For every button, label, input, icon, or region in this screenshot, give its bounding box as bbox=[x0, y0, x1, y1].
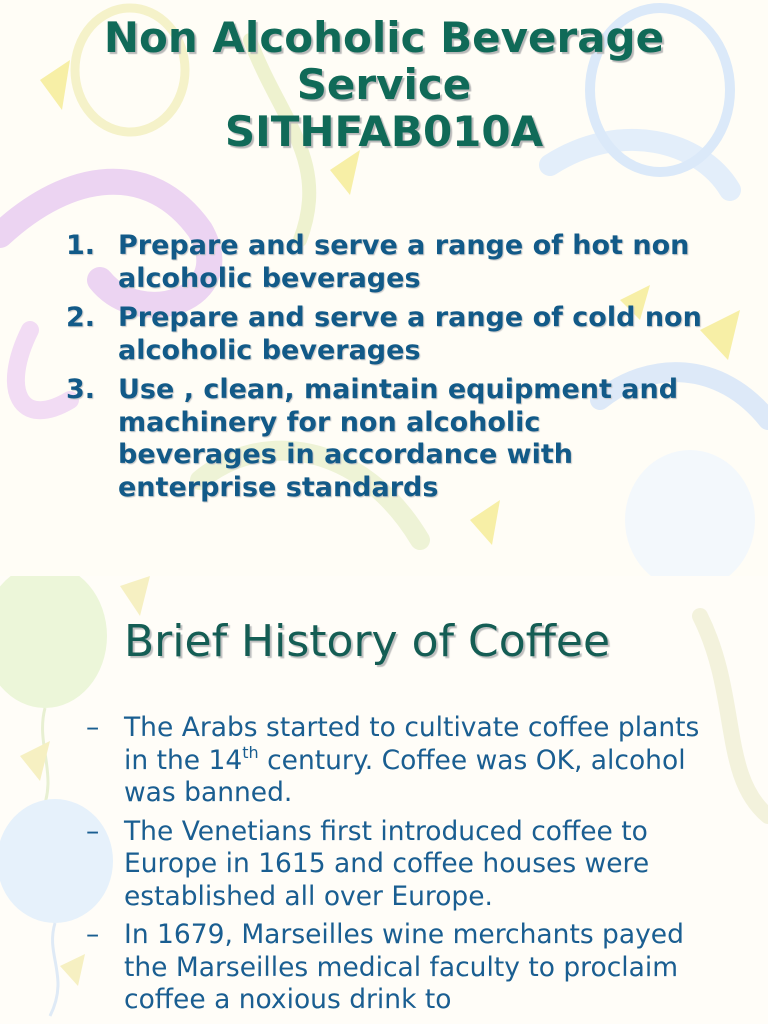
history-text: The Arabs started to cultivate coffee plants in the 14th century. Coffee was OK, alcohol was banned. bbox=[124, 712, 700, 808]
slide-2 bbox=[0, 576, 768, 1024]
objective-text: Prepare and serve a range of hot non alcoholic beverages bbox=[118, 230, 690, 294]
history-point bbox=[86, 712, 706, 810]
slide-1-title bbox=[0, 14, 768, 155]
objective-item bbox=[66, 374, 706, 504]
slide-2-title: Brief History of Coffee bbox=[124, 616, 611, 667]
objective-number: 1. bbox=[66, 230, 96, 261]
dash-bullet: – bbox=[86, 919, 100, 950]
dash-bullet: – bbox=[86, 815, 100, 847]
objective-item bbox=[66, 302, 706, 367]
title-line-2: Service bbox=[296, 60, 472, 109]
coffee-history-list bbox=[86, 712, 706, 1023]
title-line-1: Non Alcoholic Beverage bbox=[103, 13, 665, 62]
history-text: In 1679, Marseilles wine merchants payed the Marseilles medical faculty to proclaim coffee a noxious drink to bbox=[124, 919, 684, 1015]
history-text: The Venetians first introduced coffee to Europe in 1615 and coffee houses were established all over Europe. bbox=[124, 815, 650, 912]
history-point bbox=[86, 816, 706, 914]
objective-item bbox=[66, 230, 706, 295]
dash-bullet: – bbox=[86, 712, 100, 743]
objective-number: 3. bbox=[66, 374, 96, 405]
objectives-list bbox=[66, 230, 706, 511]
title-line-3: SITHFAB010A bbox=[224, 107, 544, 156]
history-point bbox=[86, 919, 706, 1017]
objective-text: Use , clean, maintain equipment and machinery for non alcoholic beverages in accordance with enterprise standards bbox=[118, 374, 679, 503]
objective-text: Prepare and serve a range of cold non alcoholic beverages bbox=[118, 302, 702, 366]
objective-number: 2. bbox=[66, 302, 96, 333]
